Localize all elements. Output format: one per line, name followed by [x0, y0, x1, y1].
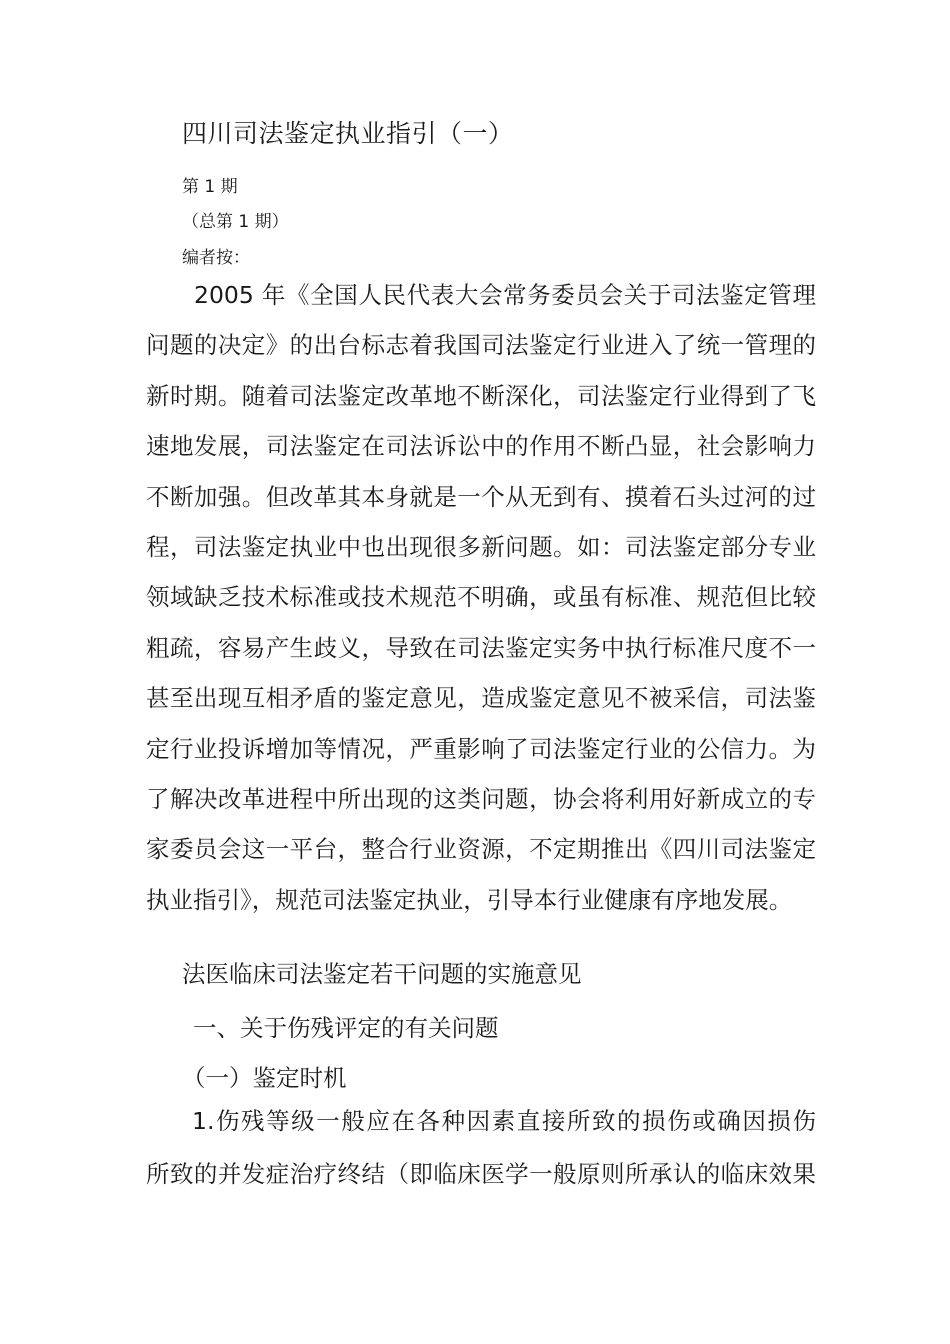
paragraph-line: 速地发展，司法鉴定在司法诉讼中的作用不断凸显，社会影响力 [146, 432, 816, 461]
paragraph-line: 甚至出现互相矛盾的鉴定意见，造成鉴定意见不被采信，司法鉴 [146, 684, 816, 713]
editor-note-paragraph [146, 270, 816, 925]
paragraph-line: 不断加强。但改革其本身就是一个从无到有、摸着石头过河的过 [146, 482, 816, 511]
part-heading: 一、关于伤残评定的有关问题 [193, 1014, 499, 1042]
paragraph-line: 领域缺乏技术标准或技术规范不明确，或虽有标准、规范但比较 [146, 583, 816, 612]
item-paragraph [146, 1095, 816, 1201]
paragraph-line: 程，司法鉴定执业中也出现很多新问题。如：司法鉴定部分专业 [146, 532, 816, 561]
section-title: 法医临床司法鉴定若干问题的实施意见 [182, 960, 582, 988]
document-title: 四川司法鉴定执业指引（一） [182, 119, 514, 148]
paragraph-line: 执业指引》，规范司法鉴定执业，引导本行业健康有序地发展。 [146, 885, 793, 914]
issue-number: 第 1 期 [182, 177, 238, 197]
paragraph-line: 新时期。随着司法鉴定改革地不断深化，司法鉴定行业得到了飞 [146, 381, 816, 410]
paragraph-line: 定行业投诉增加等情况，严重影响了司法鉴定行业的公信力。为 [146, 734, 816, 763]
paragraph-line: 1.伤残等级一般应在各种因素直接所致的损伤或确因损伤 [192, 1107, 816, 1135]
total-issue-number: （总第 1 期） [182, 212, 289, 232]
paragraph-line: 家委员会这一平台，整合行业资源，不定期推出《四川司法鉴定 [146, 835, 816, 864]
sub-heading: （一）鉴定时机 [182, 1064, 347, 1092]
paragraph-line: 粗疏，容易产生歧义，导致在司法鉴定实务中执行标准尺度不一 [146, 633, 816, 662]
paragraph-line: 2005 年《全国人民代表大会常务委员会关于司法鉴定管理 [194, 281, 816, 309]
paragraph-line: 所致的并发症治疗终结（即临床医学一般原则所承认的临床效果 [146, 1160, 816, 1188]
paragraph-line: 了解决改革进程中所出现的这类问题，协会将利用好新成立的专 [146, 784, 816, 813]
paragraph-line: 问题的决定》的出台标志着我国司法鉴定行业进入了统一管理的 [146, 331, 816, 360]
editor-note-label: 编者按： [182, 248, 250, 268]
